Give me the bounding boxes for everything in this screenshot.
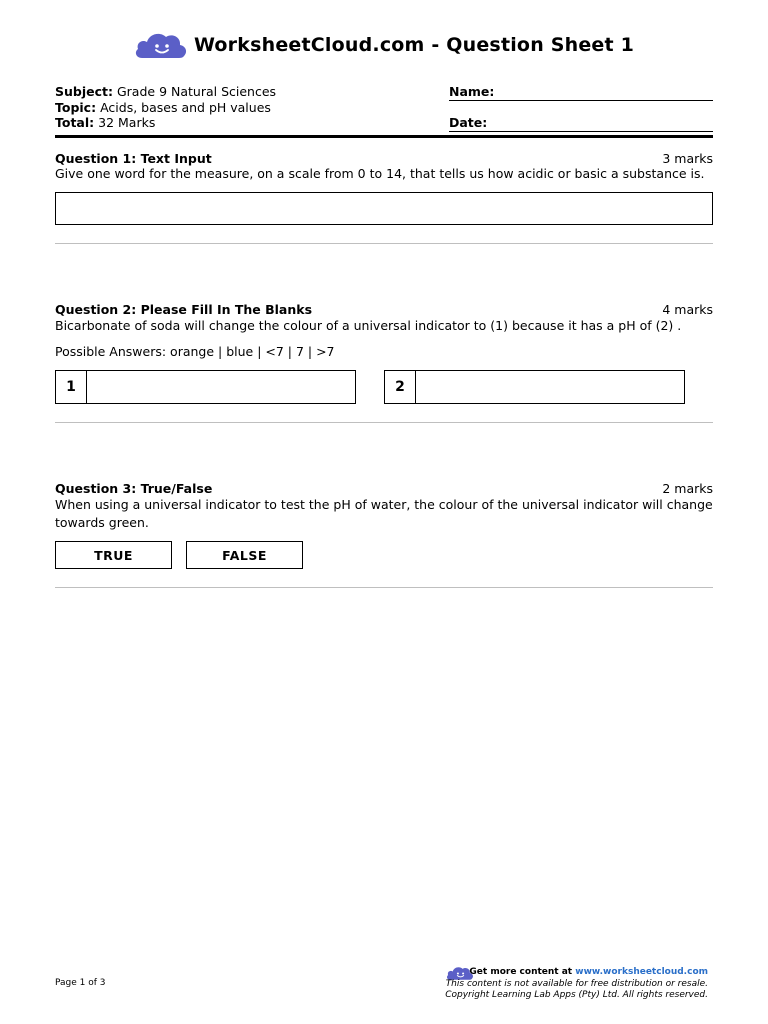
topic-value: Acids, bases and pH values [100,99,271,115]
footer-url-link[interactable]: www.worksheetcloud.com [575,967,708,977]
blank-1-field[interactable] [55,370,356,404]
name-field[interactable] [449,84,713,102]
true-option-button[interactable]: TRUE [55,541,172,569]
blank-2-field[interactable] [384,370,685,404]
question-2-text: Bicarbonate of soda will change the colour of a universal indicator to (1) because it has a pH of (2) . [55,318,682,333]
question-1-title: Question 1: Text Input [55,151,212,166]
footer-get-more [469,967,708,977]
footer-get-more-text: Get more content at [469,967,576,977]
blank-1-input[interactable] [87,371,355,403]
page-title: WorksheetCloud.com - Question Sheet 1 [193,34,635,56]
date-field[interactable] [449,115,713,133]
false-option-button[interactable]: FALSE [186,541,303,569]
question-1-divider [55,243,713,244]
date-underline [449,131,713,132]
worksheet-info [55,84,276,131]
question-1-answer-input[interactable] [55,192,713,225]
question-1-text: Give one word for the measure, on a scale from 0 to 14, that tells us how acidic or basic a substance is. [55,166,705,181]
blank-2-input[interactable] [416,371,684,403]
question-3-marks: 2 marks [662,481,713,496]
question-2-marks: 4 marks [662,302,713,317]
footer-copyright: Copyright Learning Lab Apps (Pty) Ltd. All rights reserved. [445,990,708,1000]
cloud-logo-icon [134,30,188,60]
subject-label: Subject: [55,84,113,99]
question-1-header [55,151,713,166]
total-label: Total: [55,115,95,130]
question-3-divider [55,587,713,588]
blank-2-number: 2 [385,371,416,403]
total-value: 32 Marks [98,115,156,130]
name-label: Name: [449,84,495,99]
question-2-divider [55,422,713,423]
question-3-header [55,481,713,496]
name-underline [449,100,713,101]
question-2-possible-answers: Possible Answers: orange | blue | <7 | 7 | >7 [55,344,335,359]
header-divider [55,135,713,138]
topic-label: Topic: [55,99,97,115]
subject-value: Grade 9 Natural Sciences [116,84,277,99]
page-header [0,28,768,62]
blank-1-number: 1 [56,371,87,403]
question-1-marks: 3 marks [662,151,713,166]
question-3-title: Question 3: True/False [55,481,213,496]
question-3-text: When using a universal indicator to test the pH of water, the colour of the universal indicator will change towards green. [55,497,713,530]
question-2-header [55,302,713,317]
footer-distribution-notice: This content is not available for free distribution or resale. [445,979,708,989]
date-label: Date: [449,115,488,130]
page-number: Page 1 of 3 [55,978,106,988]
question-2-title: Question 2: Please Fill In The Blanks [55,302,313,317]
